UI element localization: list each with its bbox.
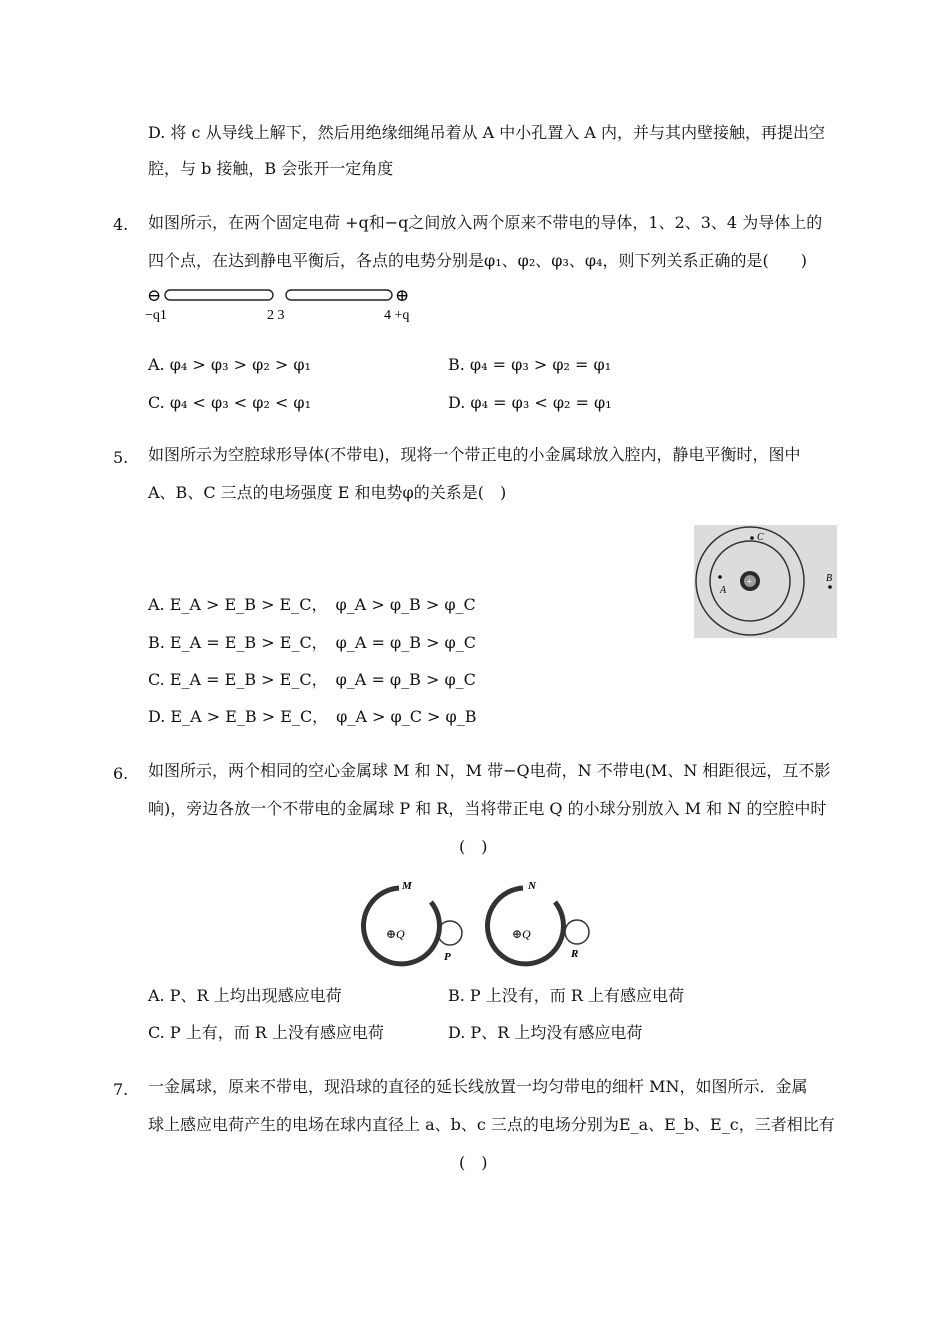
q4-stem-line2: 四个点，在达到静电平衡后，各点的电势分别是φ₁、φ₂、φ₃、φ₄，则下列关系正确的是( ) [148, 251, 807, 270]
q5-stem-line2: A、B、C 三点的电场强度 E 和电势φ的关系是( ) [148, 483, 507, 502]
q5-figure-background [694, 525, 837, 638]
q6-ball-p [438, 921, 462, 945]
q6-sphere-n-inner [493, 893, 559, 959]
q4-label-left: −q1 [145, 308, 167, 323]
q4-option-a: A. φ₄ > φ₃ > φ₂ > φ₁ [148, 355, 311, 374]
q6-sphere-m [363, 888, 439, 964]
q6-charge-n: ⊕Q [512, 927, 531, 941]
q5-option-d: D. E_A > E_B > E_C， φ_A > φ_C > φ_B [148, 707, 477, 726]
q5-label-a: A [720, 585, 727, 596]
q6-answer-bracket: ( ) [459, 837, 488, 856]
q5-point-b [828, 585, 832, 589]
q6-option-a: A. P、R 上均出现感应电荷 [148, 986, 342, 1005]
q6-sphere-m-inner [369, 893, 435, 959]
q6-figure [352, 880, 602, 975]
q6-sphere-n [487, 888, 563, 964]
q5-figure [694, 525, 837, 638]
q7-number: 7. [113, 1080, 129, 1099]
q6-number: 6. [113, 764, 129, 783]
q6-charge-m: ⊕Q [386, 927, 405, 941]
q4-option-d: D. φ₄ = φ₃ < φ₂ = φ₁ [448, 393, 612, 412]
q4-option-c: C. φ₄ < φ₃ < φ₂ < φ₁ [148, 393, 312, 412]
q6-label-m: M [402, 880, 412, 892]
q5-number: 5. [113, 448, 129, 467]
q5-label-b: B [826, 573, 833, 584]
q5-point-a [718, 575, 722, 579]
q6-label-r: R [571, 948, 579, 960]
q7-stem-line2: 球上感应电荷产生的电场在球内直径上 a、b、c 三点的电场分别为E_a、E_b、E_c，三者相比有 [148, 1115, 835, 1134]
q5-label-c: C [757, 532, 764, 543]
q5-option-a: A. E_A > E_B > E_C， φ_A > φ_B > φ_C [148, 595, 476, 614]
q4-conductor-right [286, 290, 392, 300]
q4-number: 4. [113, 215, 129, 234]
q3-option-d-line2: 腔，与 b 接触，B 会张开一定角度 [148, 159, 394, 178]
q5-charge-sign: + [746, 577, 753, 588]
q4-label-mid: 2 3 [267, 308, 285, 323]
q5-option-c: C. E_A = E_B > E_C， φ_A = φ_B > φ_C [148, 670, 476, 689]
q6-stem-line2: 响)，旁边各放一个不带电的金属球 P 和 R，当将带正电 Q 的小球分别放入 M 和 N 的空腔中时 [148, 799, 827, 818]
q4-figure [140, 282, 430, 324]
q4-option-b: B. φ₄ = φ₃ > φ₂ = φ₁ [448, 355, 612, 374]
q6-option-d: D. P、R 上均没有感应电荷 [448, 1023, 643, 1042]
q6-ball-r [565, 920, 589, 944]
q6-stem-line1: 如图所示，两个相同的空心金属球 M 和 N，M 带−Q电荷，N 不带电(M、N 相距很远，互不影 [148, 761, 831, 780]
q4-neg-charge-icon: ⊖ [147, 286, 162, 305]
q6-option-b: B. P 上没有，而 R 上有感应电荷 [448, 986, 685, 1005]
q6-option-c: C. P 上有，而 R 上没有感应电荷 [148, 1023, 384, 1042]
q6-label-n: N [528, 880, 536, 892]
q5-stem-line1: 如图所示为空腔球形导体(不带电)，现将一个带正电的小金属球放入腔内，静电平衡时，图中 [148, 445, 801, 464]
q5-point-c [750, 536, 754, 540]
q7-stem-line1: 一金属球，原来不带电，现沿球的直径的延长线放置一均匀带电的细杆 MN，如图所示．金属 [148, 1077, 808, 1096]
q6-label-p: P [444, 951, 451, 963]
q4-conductor-left [165, 290, 273, 300]
q4-label-right: 4 +q [384, 308, 410, 323]
q4-pos-charge-icon: ⊕ [395, 286, 410, 305]
q5-option-b: B. E_A = E_B > E_C， φ_A = φ_B > φ_C [148, 633, 477, 652]
q4-stem-line1: 如图所示，在两个固定电荷 +q和−q之间放入两个原来不带电的导体，1、2、3、4 为导体上的 [148, 213, 823, 232]
q7-answer-bracket: ( ) [459, 1153, 488, 1172]
q3-option-d-line1: D. 将 c 从导线上解下，然后用绝缘细绳吊着从 A 中小孔置入 A 内，并与其内壁接触，再提出空 [148, 123, 826, 142]
